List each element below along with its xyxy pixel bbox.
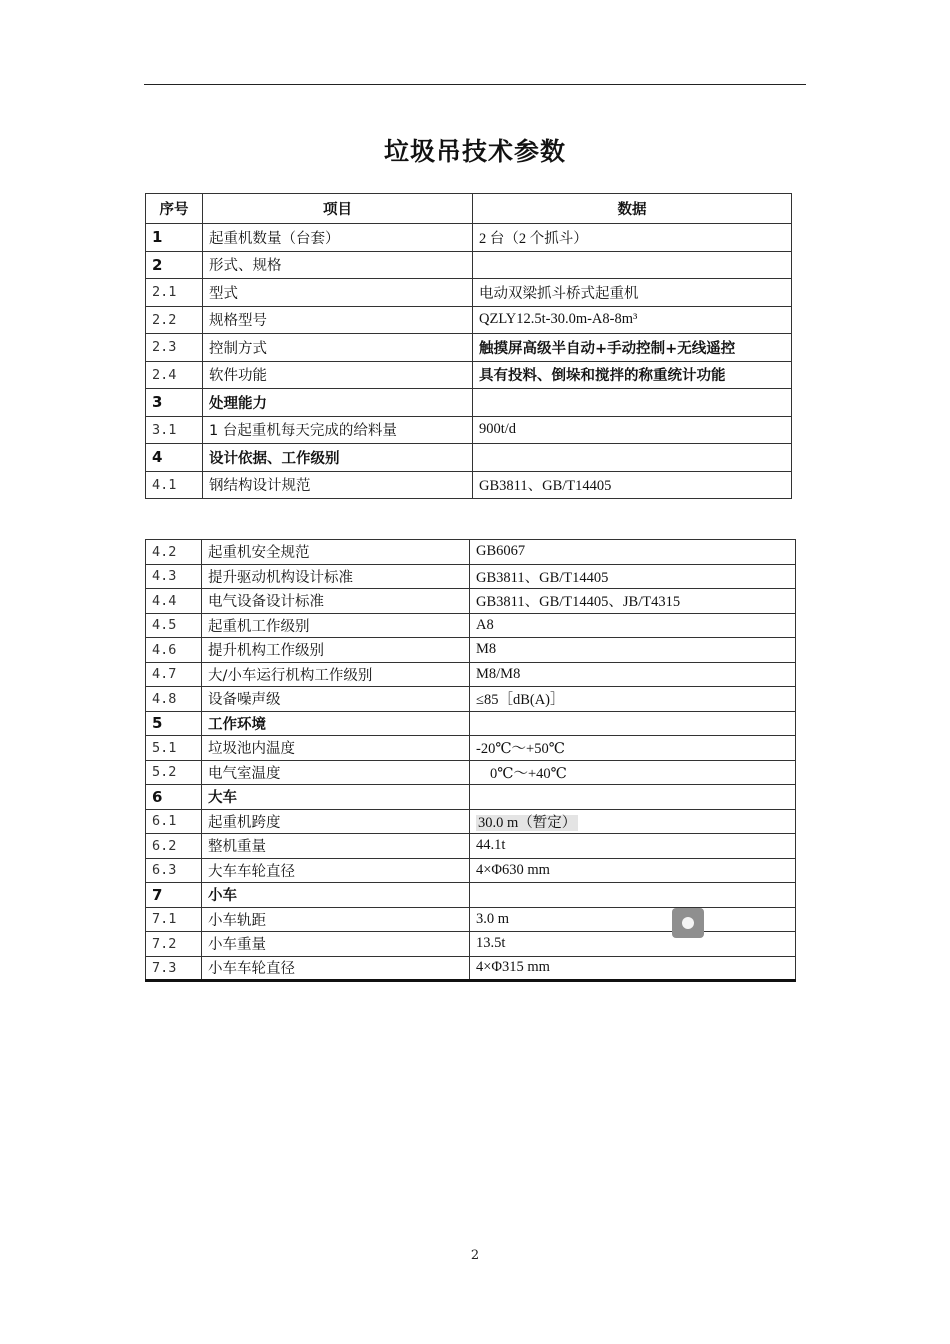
table-row	[146, 444, 792, 472]
row-value: 4×Φ630 mm	[470, 858, 796, 883]
table-row	[146, 564, 796, 589]
row-item: 起重机安全规范	[202, 540, 470, 565]
row-value: 具有投料、倒垛和搅拌的称重统计功能	[473, 361, 792, 389]
row-value: 0℃～+40℃	[470, 760, 796, 785]
row-num: 2	[146, 251, 203, 279]
row-item: 垃圾池内温度	[202, 736, 470, 761]
table-row	[146, 540, 796, 565]
row-num: 7.3	[146, 956, 202, 981]
row-value: GB6067	[470, 540, 796, 565]
row-num: 4.5	[146, 613, 202, 638]
table-row	[146, 687, 796, 712]
row-value	[473, 444, 792, 472]
row-value	[473, 389, 792, 417]
table-row	[146, 736, 796, 761]
table-row	[146, 251, 792, 279]
row-value: 2 台（2 个抓斗）	[473, 224, 792, 252]
row-value-text: 30.0 m（暂定）	[478, 814, 577, 831]
row-item: 1 台起重机每天完成的给料量	[203, 416, 473, 444]
row-num: 2.2	[146, 306, 203, 334]
row-item: 形式、规格	[203, 251, 473, 279]
row-item: 电气设备设计标准	[202, 589, 470, 614]
table-header-row	[146, 194, 792, 224]
spec-table-1	[145, 193, 792, 499]
row-num: 4.4	[146, 589, 202, 614]
row-num: 7.2	[146, 932, 202, 957]
row-num: 6.3	[146, 858, 202, 883]
camera-icon[interactable]	[672, 908, 704, 938]
table-row	[146, 306, 792, 334]
row-value: M8/M8	[470, 662, 796, 687]
row-num: 1	[146, 224, 203, 252]
row-value: 触摸屏高级半自动+手动控制+无线遥控	[473, 334, 792, 362]
row-value: M8	[470, 638, 796, 663]
row-item: 大车	[202, 785, 470, 810]
row-value	[470, 809, 796, 834]
row-num: 4	[146, 444, 203, 472]
row-num: 3	[146, 389, 203, 417]
row-item: 小车重量	[202, 932, 470, 957]
table-row	[146, 956, 796, 981]
row-item: 大车车轮直径	[202, 858, 470, 883]
row-num: 4.6	[146, 638, 202, 663]
table-row	[146, 279, 792, 307]
row-value: GB3811、GB/T14405	[470, 564, 796, 589]
row-num: 4.7	[146, 662, 202, 687]
row-num: 7.1	[146, 907, 202, 932]
row-item: 小车车轮直径	[202, 956, 470, 981]
row-item: 设计依据、工作级别	[203, 444, 473, 472]
table-row	[146, 638, 796, 663]
table-row	[146, 416, 792, 444]
row-item: 起重机工作级别	[202, 613, 470, 638]
table-row	[146, 809, 796, 834]
row-value	[470, 785, 796, 810]
header-value: 数据	[473, 194, 792, 224]
row-item: 钢结构设计规范	[203, 471, 473, 499]
row-item: 起重机数量（台套）	[203, 224, 473, 252]
row-item: 整机重量	[202, 834, 470, 859]
table-row	[146, 389, 792, 417]
row-num: 3.1	[146, 416, 203, 444]
row-item: 控制方式	[203, 334, 473, 362]
row-value: -20℃～+50℃	[470, 736, 796, 761]
row-value	[470, 711, 796, 736]
row-item: 型式	[203, 279, 473, 307]
row-num: 2.1	[146, 279, 203, 307]
row-num: 6.2	[146, 834, 202, 859]
row-value	[473, 251, 792, 279]
row-item: 处理能力	[203, 389, 473, 417]
row-item: 大/小车运行机构工作级别	[202, 662, 470, 687]
table-row	[146, 834, 796, 859]
row-item: 提升驱动机构设计标准	[202, 564, 470, 589]
row-num: 2.4	[146, 361, 203, 389]
row-num: 4.3	[146, 564, 202, 589]
header-rule	[144, 84, 806, 85]
row-value: 13.5t	[470, 932, 796, 957]
row-num: 6	[146, 785, 202, 810]
row-value: A8	[470, 613, 796, 638]
row-value: 900t/d	[473, 416, 792, 444]
row-num: 4.2	[146, 540, 202, 565]
row-item: 设备噪声级	[202, 687, 470, 712]
row-item: 提升机构工作级别	[202, 638, 470, 663]
row-num: 2.3	[146, 334, 203, 362]
row-value: GB3811、GB/T14405、JB/T4315	[470, 589, 796, 614]
row-value	[470, 883, 796, 908]
table-row	[146, 589, 796, 614]
table-row	[146, 883, 796, 908]
row-value: QZLY12.5t-30.0m-A8-8m³	[473, 306, 792, 334]
row-num: 7	[146, 883, 202, 908]
row-num: 4.8	[146, 687, 202, 712]
table-row	[146, 224, 792, 252]
row-num: 5.2	[146, 760, 202, 785]
row-num: 4.1	[146, 471, 203, 499]
row-item: 起重机跨度	[202, 809, 470, 834]
row-value: 3.0 m	[470, 907, 796, 932]
table-row	[146, 662, 796, 687]
row-item: 小车	[202, 883, 470, 908]
row-value: GB3811、GB/T14405	[473, 471, 792, 499]
row-value: ≤85［dB(A)］	[470, 687, 796, 712]
page-number: 2	[470, 1248, 480, 1263]
table-row	[146, 858, 796, 883]
table-row	[146, 613, 796, 638]
table-row	[146, 471, 792, 499]
table-row	[146, 785, 796, 810]
row-value: 4×Φ315 mm	[470, 956, 796, 981]
row-value: 44.1t	[470, 834, 796, 859]
row-num: 6.1	[146, 809, 202, 834]
row-item: 工作环境	[202, 711, 470, 736]
row-num: 5	[146, 711, 202, 736]
row-item: 软件功能	[203, 361, 473, 389]
row-value: 电动双梁抓斗桥式起重机	[473, 279, 792, 307]
table-row	[146, 334, 792, 362]
table-row	[146, 361, 792, 389]
row-item: 规格型号	[203, 306, 473, 334]
table-row	[146, 711, 796, 736]
row-num: 5.1	[146, 736, 202, 761]
row-item: 电气室温度	[202, 760, 470, 785]
document-title: 垃圾吊技术参数	[383, 137, 566, 166]
header-num: 序号	[146, 194, 203, 224]
header-item: 项目	[203, 194, 473, 224]
table-row	[146, 760, 796, 785]
row-item: 小车轨距	[202, 907, 470, 932]
